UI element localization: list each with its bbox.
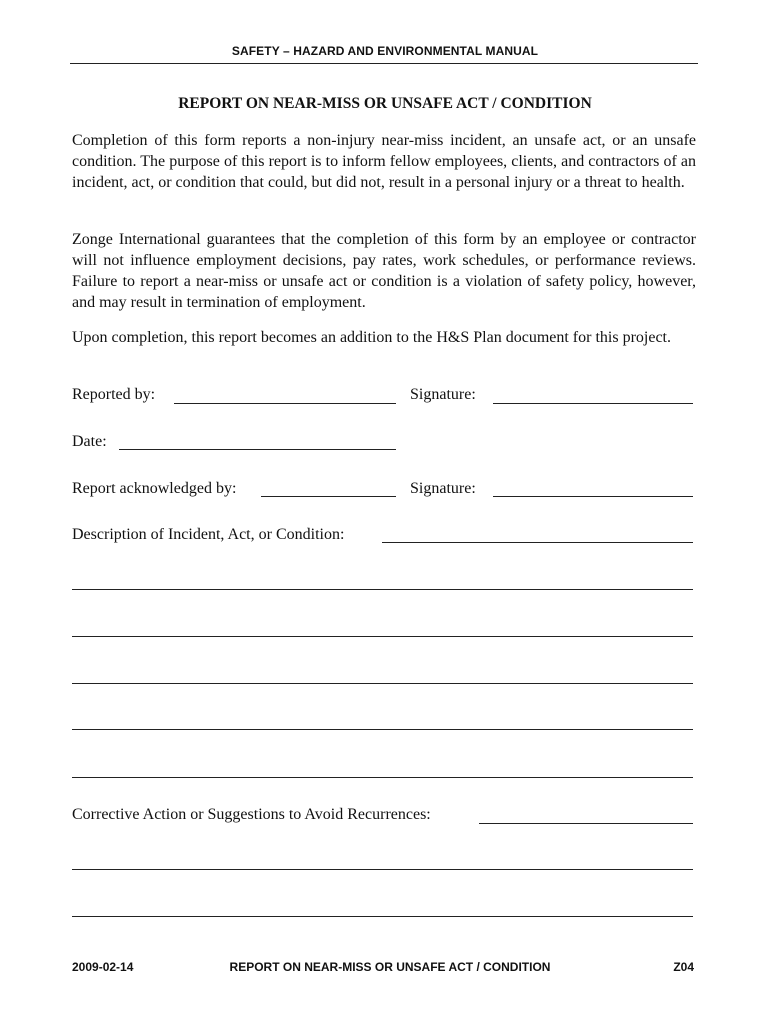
acknowledged-by-label: Report acknowledged by: [72, 480, 237, 497]
reported-by-field[interactable] [174, 403, 396, 404]
corrective-action-label: Corrective Action or Suggestions to Avoid Recurrences: [72, 806, 431, 823]
description-line[interactable] [72, 636, 693, 637]
guarantee-paragraph: Zonge International guarantees that the completion of this form by an employee or contractor will not influence employment decisions, pay rates, work schedules, or performance reviews. Failure to report a near-miss or unsafe act or condition is a violation of safety policy, however, and may result in termination of employment. [72, 231, 696, 311]
completion-paragraph: Upon completion, this report becomes an addition to the H&S Plan document for this project. [72, 329, 671, 346]
acknowledger-signature-field[interactable] [493, 496, 693, 497]
date-label: Date: [72, 433, 107, 450]
header-divider [70, 63, 698, 64]
reporter-signature-field[interactable] [493, 403, 693, 404]
description-label: Description of Incident, Act, or Condition: [72, 526, 345, 543]
footer-date: 2009-02-14 [72, 960, 134, 974]
date-field[interactable] [119, 449, 396, 450]
corrective-action-line[interactable] [72, 916, 693, 917]
description-line[interactable] [72, 683, 693, 684]
corrective-action-field[interactable] [479, 823, 693, 824]
acknowledged-by-field[interactable] [261, 496, 396, 497]
signature-label: Signature: [410, 386, 476, 403]
corrective-action-line[interactable] [72, 869, 693, 870]
footer-title: REPORT ON NEAR-MISS OR UNSAFE ACT / CONDITION [229, 960, 551, 974]
manual-header: SAFETY – HAZARD AND ENVIRONMENTAL MANUAL [231, 44, 539, 58]
description-line[interactable] [72, 729, 693, 730]
description-line[interactable] [72, 589, 693, 590]
reported-by-label: Reported by: [72, 386, 156, 403]
description-line[interactable] [72, 777, 693, 778]
footer-page-code: Z04 [673, 960, 694, 974]
description-field[interactable] [382, 542, 693, 543]
signature-label: Signature: [410, 480, 476, 497]
form-title: REPORT ON NEAR-MISS OR UNSAFE ACT / CONDITION [178, 95, 592, 112]
intro-paragraph: Completion of this form reports a non-injury near-miss incident, an unsafe act, or an unsafe condition. The purpose of this report is to inform fellow employees, clients, and contractors of an incident, act, or condition that could, but did not, result in a personal injury or a threat to health. [72, 132, 696, 191]
